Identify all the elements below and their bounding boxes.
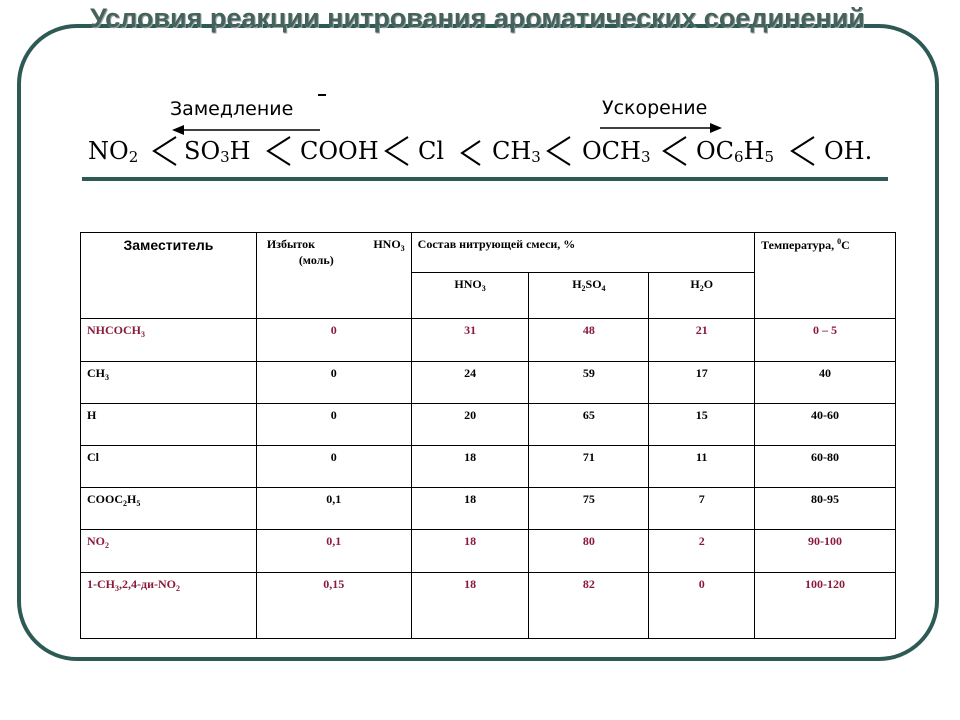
cell-h2so4: 75 (529, 488, 649, 530)
series-item: COOH (300, 137, 379, 165)
cell-temperature: 80-95 (755, 488, 896, 530)
less-than-icon (382, 131, 412, 171)
cell-hno3: 24 (411, 361, 529, 403)
series-item: $CH_3$ (492, 137, 541, 166)
less-than-icon (150, 131, 180, 171)
series-item: $OCH_3$ (582, 137, 651, 166)
header-mixture: Состав нитрующей смеси, % (411, 233, 754, 273)
cell-h2o: 11 (649, 446, 755, 488)
cell-substituent: $COOC_2H_5$ (81, 488, 257, 530)
cell-excess: 0,15 (256, 572, 411, 638)
cell-h2so4: 80 (529, 530, 649, 572)
cell-h2o: 15 (649, 403, 755, 445)
table-row (81, 572, 896, 638)
series-item: $SO_3H$ (184, 137, 251, 166)
cell-hno3: 18 (411, 572, 529, 638)
table-header-row (81, 233, 896, 273)
cell-excess: 0 (256, 361, 411, 403)
cell-hno3: 31 (411, 319, 529, 361)
cell-temperature: 40-60 (755, 403, 896, 445)
cell-hno3: 20 (411, 403, 529, 445)
cell-substituent: Cl (81, 446, 257, 488)
table-row (81, 446, 896, 488)
cell-h2so4: 48 (529, 319, 649, 361)
cell-substituent: $CH_3$ (81, 361, 257, 403)
cell-hno3: 18 (411, 530, 529, 572)
table-body (81, 319, 896, 639)
cell-substituent: $NHCOCH_3$ (81, 319, 257, 361)
cell-h2so4: 65 (529, 403, 649, 445)
cell-h2so4: 59 (529, 361, 649, 403)
less-than-icon (788, 131, 818, 171)
cell-temperature: 0 – 5 (755, 319, 896, 361)
divider-line (82, 177, 888, 181)
table-row (81, 319, 896, 361)
cell-temperature: 100-120 (755, 572, 896, 638)
table-row (81, 403, 896, 445)
series-item: $NO_2$ (88, 137, 139, 166)
cell-temperature: 60-80 (755, 446, 896, 488)
cell-h2o: 0 (649, 572, 755, 638)
less-than-icon (264, 131, 294, 171)
cell-temperature: 90-100 (755, 530, 896, 572)
slowdown-label: Замедление (170, 98, 294, 120)
cell-substituent: H (81, 403, 257, 445)
header-excess-hno3: Избыток $HNO_3$ (моль) (256, 233, 411, 319)
header-hno3: $HNO_3$ (411, 273, 529, 319)
cell-hno3: 18 (411, 446, 529, 488)
header-temperature: Температура, $^0$С (755, 233, 896, 319)
cell-excess: 0,1 (256, 530, 411, 572)
table-row (81, 530, 896, 572)
acceleration-label: Ускорение (602, 97, 708, 119)
cell-substituent: $1-CH_3,2,4-ди-NO_2$ (81, 572, 257, 638)
less-than-icon (454, 131, 484, 171)
cell-h2o: 2 (649, 530, 755, 572)
cell-h2so4: 71 (529, 446, 649, 488)
header-h2so4: $H_2SO_4$ (529, 273, 649, 319)
cell-hno3: 18 (411, 488, 529, 530)
cell-excess: 0,1 (256, 488, 411, 530)
series-item: OH. (824, 137, 873, 165)
series-item: $OC_6H_5$ (696, 137, 775, 166)
nitration-conditions-table (80, 232, 896, 639)
stray-dash (318, 94, 326, 96)
cell-temperature: 40 (755, 361, 896, 403)
cell-h2o: 21 (649, 319, 755, 361)
cell-substituent: $NO_2$ (81, 530, 257, 572)
header-h2o: $H_2O$ (649, 273, 755, 319)
less-than-icon (660, 131, 690, 171)
substituent-series (88, 131, 888, 173)
cell-excess: 0 (256, 403, 411, 445)
cell-excess: 0 (256, 319, 411, 361)
series-item: Cl (418, 137, 445, 165)
cell-h2o: 17 (649, 361, 755, 403)
less-than-icon (544, 131, 574, 171)
table-row (81, 488, 896, 530)
table-row (81, 361, 896, 403)
cell-h2o: 7 (649, 488, 755, 530)
page-title: Условия реакции нитрования ароматических соединений (90, 3, 865, 33)
cell-excess: 0 (256, 446, 411, 488)
header-substituent: Заместитель (81, 233, 257, 319)
cell-h2so4: 82 (529, 572, 649, 638)
